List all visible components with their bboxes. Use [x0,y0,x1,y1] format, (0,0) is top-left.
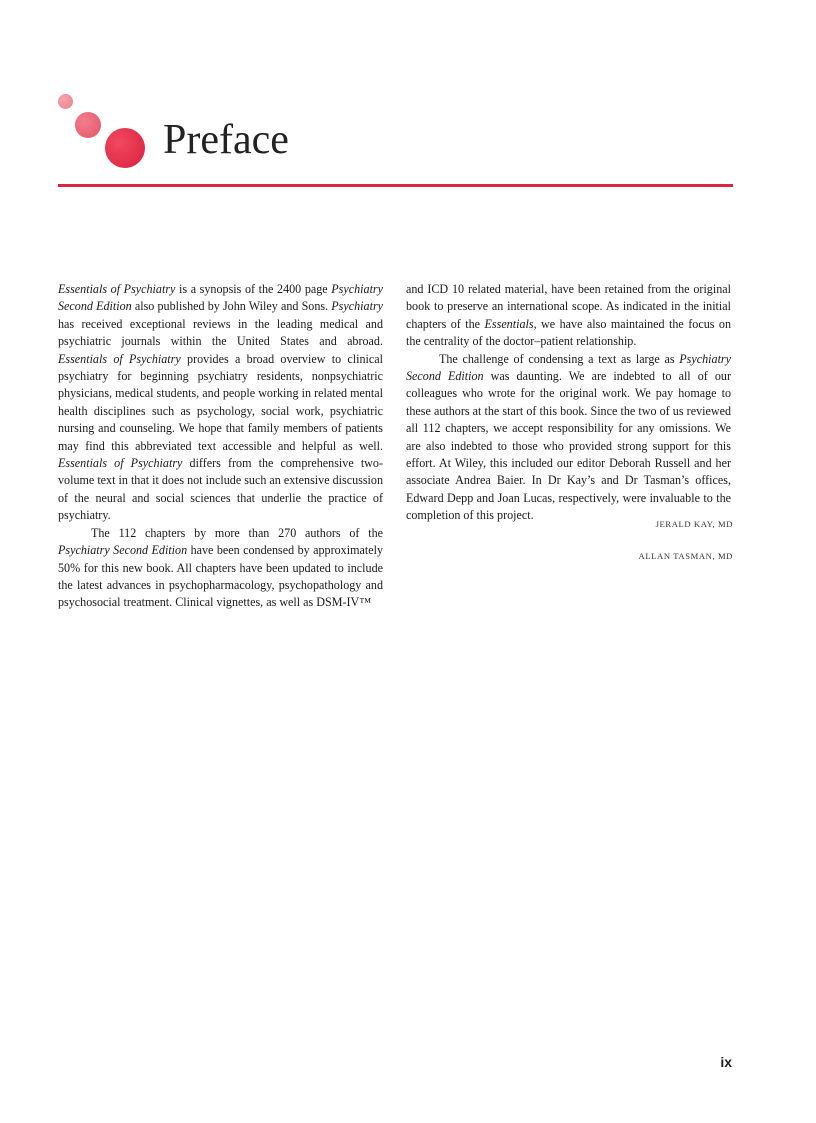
italic-title: Psychiatry [331,299,384,314]
paragraph [58,281,383,525]
text-run: also published by John Wiley and Sons. [131,299,332,314]
text-run: and ICD 10 related material, have been retained from the original book to preserve an international scope. As indicated in the initial chapters of the [406,282,731,331]
right-column [406,281,731,525]
text-run: has received exceptional reviews in the leading medical and psychiatric journals within the United States and abroad. [58,316,383,349]
left-column [58,281,383,612]
decorative-dot-small [58,94,73,109]
paragraph [406,281,731,351]
page-title: Preface [163,117,289,163]
italic-title: Essentials [484,316,534,331]
text-run: The challenge of condensing a text as large as [439,351,680,366]
text-run: provides a broad overview to clinical psychiatry for beginning psychiatry residents, nonpsychiatric physicians, medical students, and people working in related mental health disciplines such as psychology, social work, psychiatric nursing and counseling. We hope that family members of patients may find this abbreviated text accessible and helpful as well. [58,351,383,453]
text-run: The 112 chapters by more than 270 authors of the [91,525,383,540]
signature-block [406,518,733,562]
paragraph [58,525,383,612]
italic-title: Psychiatry Second Edition [58,543,188,558]
signature-author: ALLAN TASMAN, MD [638,551,733,561]
italic-title: Essentials of Psychiatry [58,456,183,471]
decorative-dot-large [105,128,145,168]
italic-title: Psychiatry Second Edition [58,282,383,314]
page-number: ix [720,1054,732,1070]
text-run: , we have also maintained the focus on the centrality of the doctor–patient relationship. [406,316,731,349]
text-run: differs from the comprehensive two-volume text in that it does not include such an extensive discussion of the neural and social sciences that underlie the practice of psychiatry. [58,456,383,523]
title-divider [58,184,733,187]
text-run: is a synopsis of the 2400 page [175,282,332,296]
decorative-dot-medium [75,112,101,138]
italic-title: Essentials of Psychiatry [58,282,176,296]
signature-author: JERALD KAY, MD [655,519,733,529]
italic-title: Psychiatry Second Edition [406,351,731,384]
text-run: was daunting. We are indebted to all of our colleagues who wrote for the original work. We pay homage to these authors at the start of this book. Since the two of us reviewed all 112 chapters, we accept responsibility for any omissions. We are also indebted to those who provided strong support for this effort. At Wiley, this included our editor Deborah Russell and her associate Andrea Baier. In Dr Kay’s and Dr Tasman’s offices, Edward Depp and Joan Lucas, respectively, were invaluable to the completion of this project. [406,369,731,523]
paragraph [406,351,731,525]
italic-title: Essentials of Psychiatry [58,351,181,366]
text-run: have been condensed by approximately 50% for this new book. All chapters have been updated to include the latest advances in psychopharmacology, psychopathology and psychosocial treatment. Clinical vignettes, as well as DSM-IV™ [58,543,383,610]
